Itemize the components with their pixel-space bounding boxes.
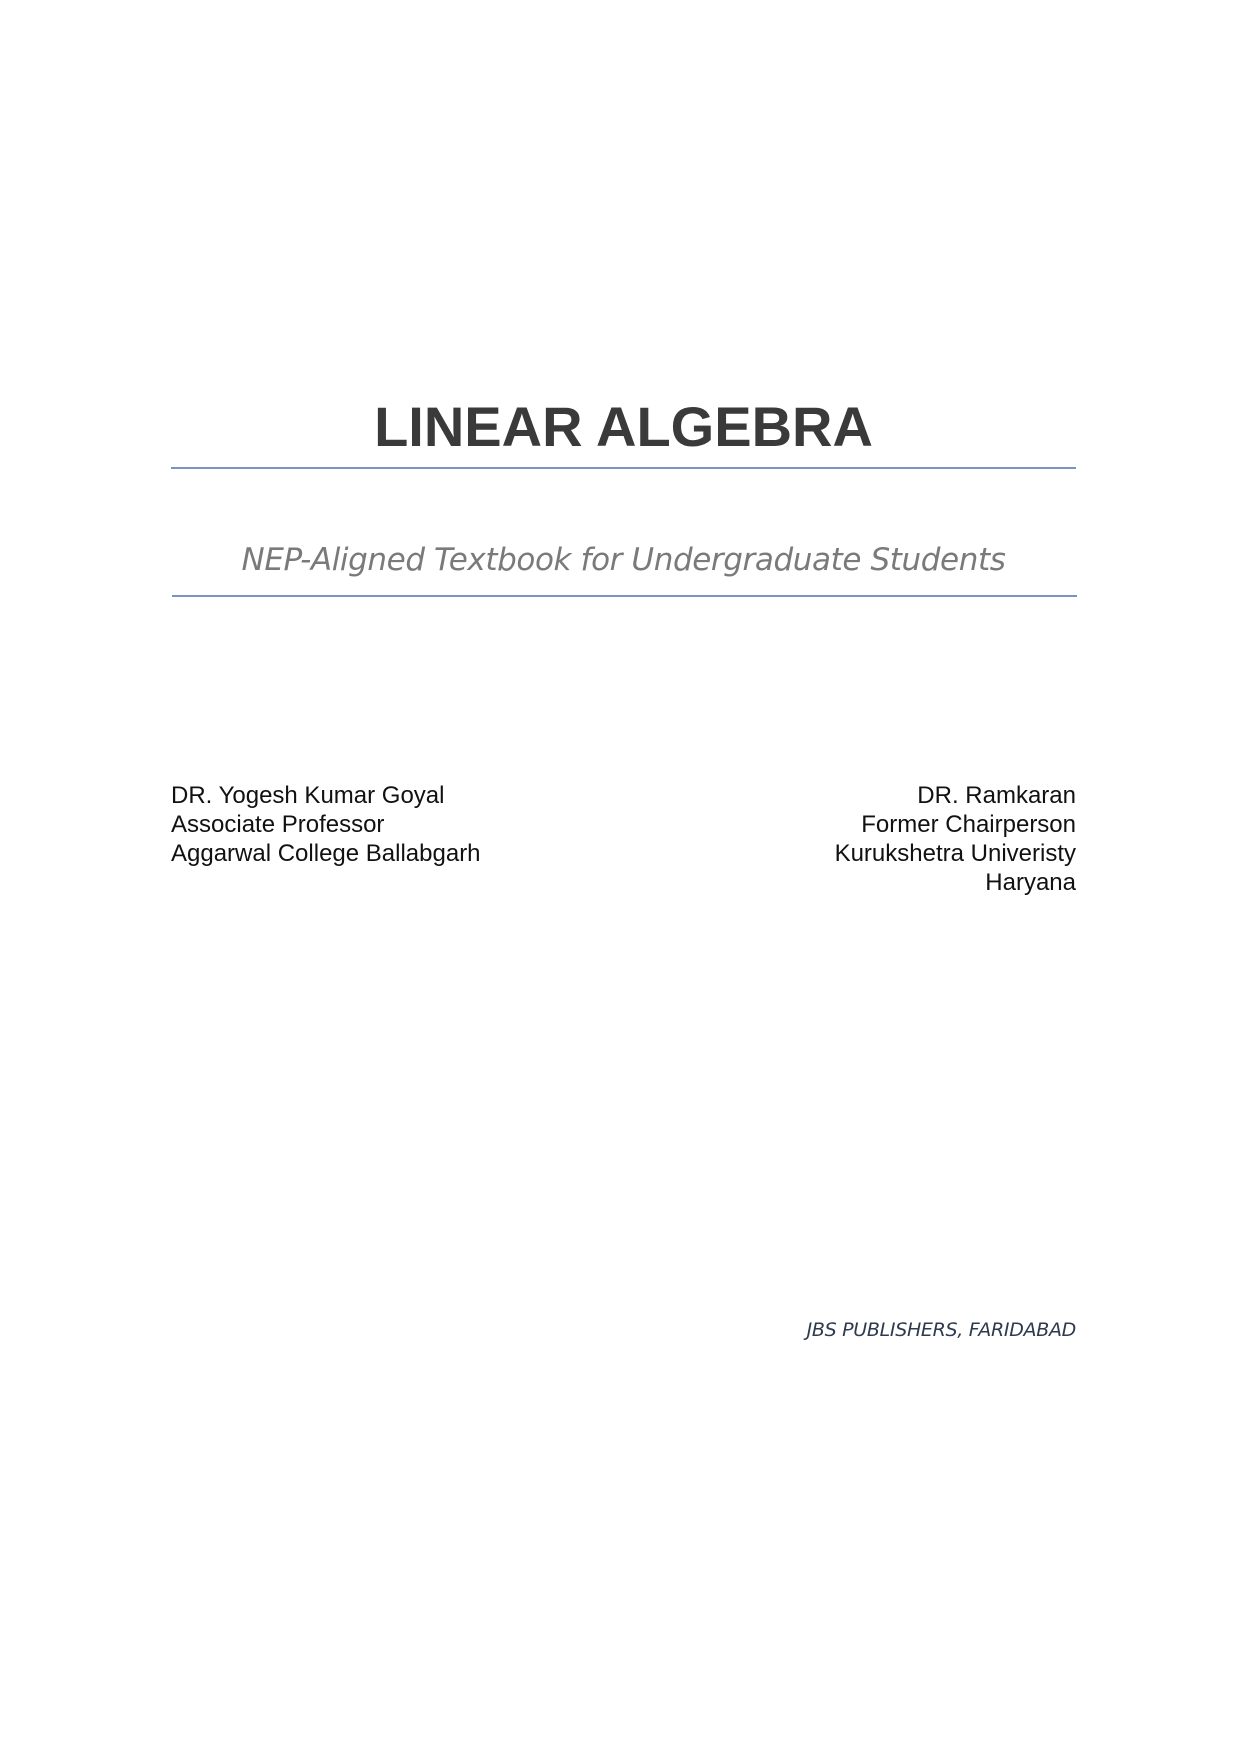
author-block-secondary	[835, 781, 1076, 897]
author-name: DR. Ramkaran	[917, 782, 1076, 809]
author-region: Haryana	[985, 869, 1076, 896]
author-designation: Associate Professor	[171, 811, 385, 838]
subtitle-divider	[172, 595, 1077, 597]
title-divider	[171, 467, 1076, 469]
author-block-primary	[171, 781, 481, 868]
book-title: LINEAR ALGEBRA	[374, 395, 873, 458]
author-designation: Former Chairperson	[861, 811, 1076, 838]
author-institution: Kurukshetra Univeristy	[834, 840, 1076, 867]
publisher-imprint: JBS PUBLISHERS, FARIDABAD	[806, 1319, 1076, 1341]
book-subtitle: NEP-Aligned Textbook for Undergraduate Students	[241, 542, 1006, 578]
author-name: DR. Yogesh Kumar Goyal	[171, 782, 445, 809]
author-institution: Aggarwal College Ballabgarh	[171, 840, 481, 867]
